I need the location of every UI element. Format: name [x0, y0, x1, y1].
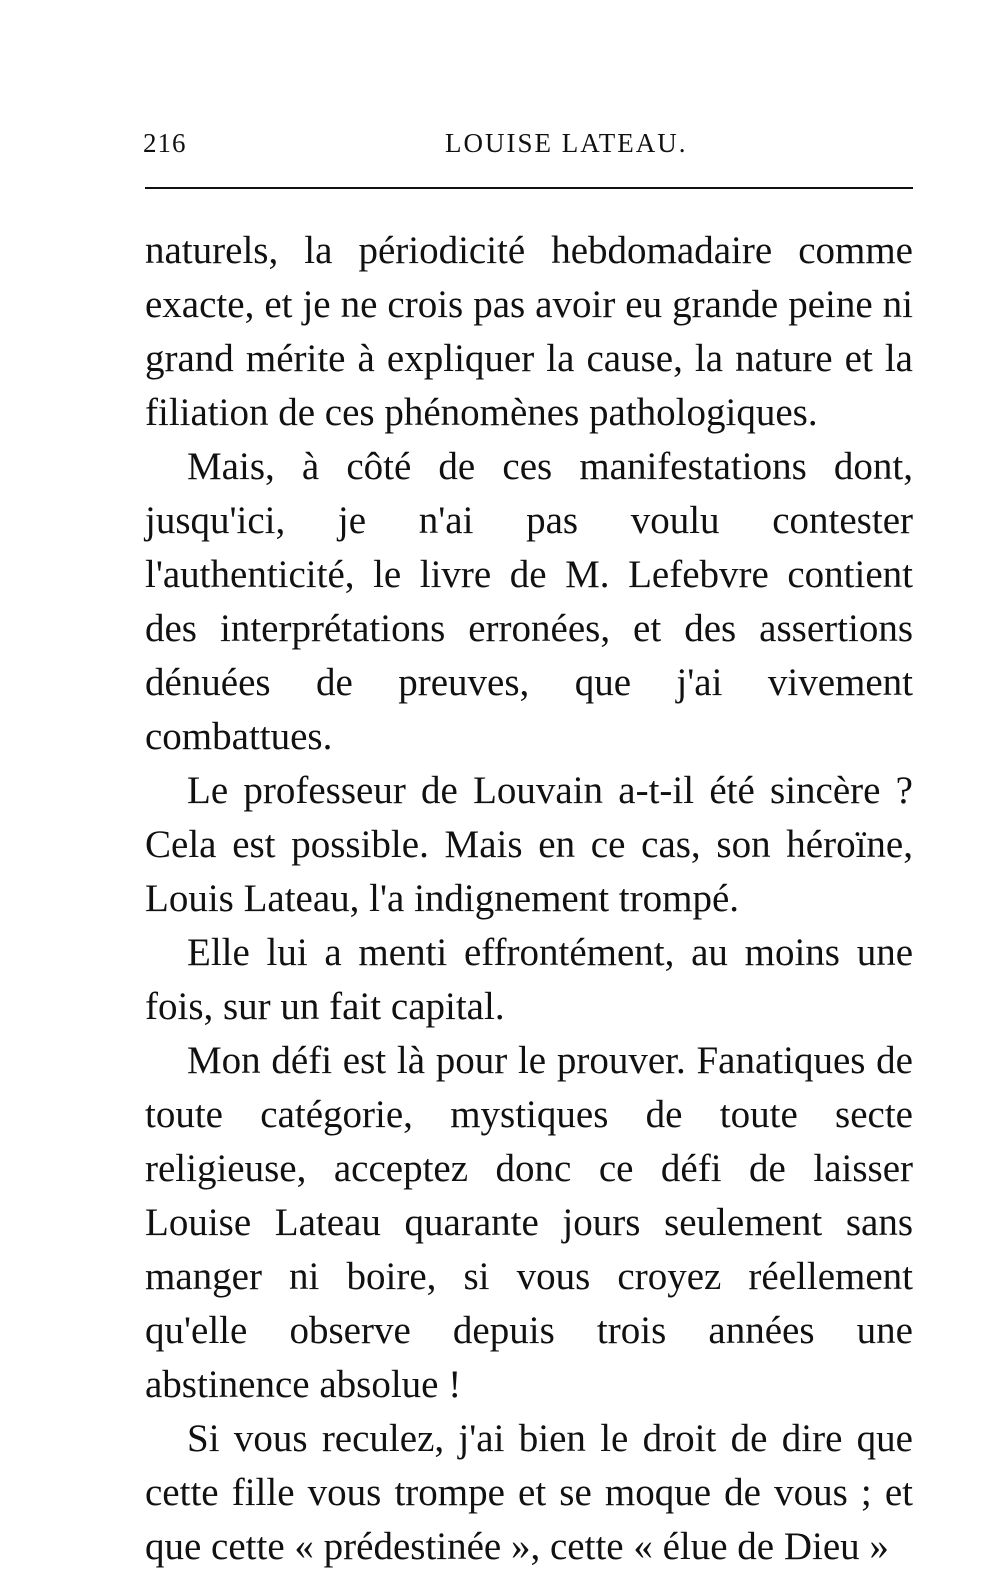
page-number: 216: [143, 128, 187, 158]
header-rule: [145, 187, 913, 189]
body-text: [145, 224, 913, 1574]
paragraph: Le professeur de Louvain a-t-il été sincère ? Cela est possible. Mais en ce cas, son héroïne, Louis Lateau, l'a indignement trompé.: [145, 769, 913, 920]
paragraph: Si vous reculez, j'ai bien le droit de dire que cette fille vous trompe et se moque de vous ; et que cette « prédestinée », cette « élue de Dieu »: [145, 1417, 913, 1568]
running-title: LOUISE LATEAU.: [445, 128, 688, 158]
paragraph: Mon défi est là pour le prouver. Fanatiques de toute catégorie, mystiques de toute secte religieuse, acceptez donc ce défi de laisser Louise Lateau quarante jours seulement sans manger ni boire, si vous croyez réellement qu'elle observe depuis trois années une abstinence absolue !: [145, 1039, 913, 1406]
paragraph-continuation: naturels, la périodicité hebdomadaire comme exacte, et je ne crois pas avoir eu grande peine ni grand mérite à expliquer la cause, la nature et la filiation de ces phénomènes pathologiques.: [145, 229, 913, 434]
paragraph: Mais, à côté de ces manifestations dont, jusqu'ici, je n'ai pas voulu contester l'authenticité, le livre de M. Lefebvre contient des interprétations erronées, et des assertions dénuées de preuves, que j'ai vivement combattues.: [145, 445, 913, 758]
paragraph: Elle lui a menti effrontément, au moins une fois, sur un fait capital.: [145, 931, 913, 1028]
running-head: [143, 128, 913, 162]
